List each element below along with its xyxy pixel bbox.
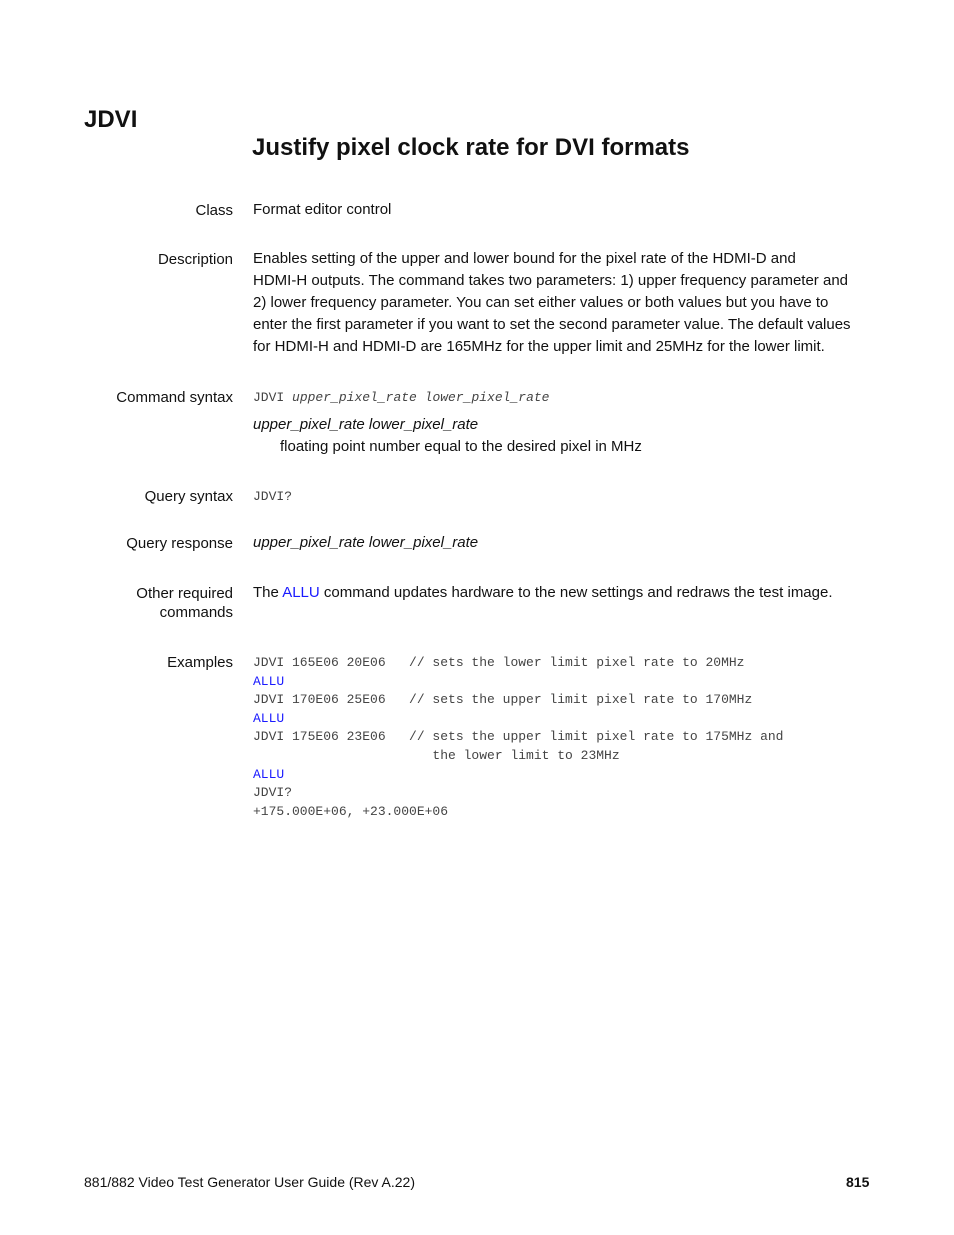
page-title: Justify pixel clock rate for DVI formats — [252, 134, 690, 161]
class-label: Class — [195, 202, 233, 219]
command-syntax-params: upper_pixel_rate lower_pixel_rate — [292, 390, 550, 405]
description-line: HDMI-H outputs. The command takes two parameters: 1) upper frequency parameter and — [253, 272, 848, 289]
example-code-line: +175.000E+06, +23.000E+06 — [253, 804, 449, 819]
query-response: upper_pixel_rate lower_pixel_rate — [253, 534, 479, 551]
description-text — [253, 248, 873, 358]
description-line: Enables setting of the upper and lower bound for the pixel rate of the HDMI-D and — [253, 250, 796, 267]
other-required-after: command updates hardware to the new settings and redraws the test image. — [319, 584, 833, 601]
query-syntax-label: Query syntax — [144, 488, 233, 505]
examples-label: Examples — [167, 654, 233, 671]
query-syntax: JDVI? — [253, 489, 293, 504]
command-syntax — [253, 387, 549, 409]
description-line: 2) lower frequency parameter. You can set either values or both values but you have to — [253, 294, 829, 311]
other-required-label — [136, 584, 233, 622]
page-number: 815 — [846, 1174, 870, 1190]
example-code-line: JDVI? — [253, 785, 293, 800]
example-code-line: JDVI 165E06 20E06 // sets the lower limit pixel rate to 20MHz — [253, 655, 745, 670]
other-required-before: The — [253, 584, 283, 601]
description-line: for HDMI-H and HDMI-D are 165MHz for the upper limit and 25MHz for the lower limit. — [253, 338, 825, 355]
command-syntax-cmd: JDVI — [253, 390, 285, 405]
param-description: floating point number equal to the desired pixel in MHz — [280, 438, 642, 455]
other-required-label-line: Other required — [136, 585, 233, 602]
description-line: enter the first parameter if you want to set the second parameter value. The default values — [253, 316, 851, 333]
other-required-text — [253, 582, 833, 604]
class-value: Format editor control — [253, 201, 392, 218]
example-allu-link[interactable]: ALLU — [253, 674, 285, 689]
footer-title: 881/882 Video Test Generator User Guide (Rev A.22) — [84, 1174, 416, 1190]
command-syntax-label: Command syntax — [116, 389, 233, 406]
example-code-line: JDVI 170E06 25E06 // sets the upper limit pixel rate to 170MHz — [253, 692, 753, 707]
other-required-label-line: commands — [159, 604, 233, 621]
allu-link[interactable]: ALLU — [282, 584, 320, 601]
example-code-line: the lower limit to 23MHz — [253, 748, 620, 763]
example-code-line: JDVI 175E06 23E06 // sets the upper limit pixel rate to 175MHz and — [253, 729, 784, 744]
param-name: upper_pixel_rate lower_pixel_rate — [253, 416, 479, 433]
description-label: Description — [157, 251, 233, 268]
example-allu-link[interactable]: ALLU — [253, 711, 285, 726]
example-allu-link[interactable]: ALLU — [253, 767, 285, 782]
command-name: JDVI — [84, 106, 138, 133]
query-response-label: Query response — [126, 535, 233, 552]
